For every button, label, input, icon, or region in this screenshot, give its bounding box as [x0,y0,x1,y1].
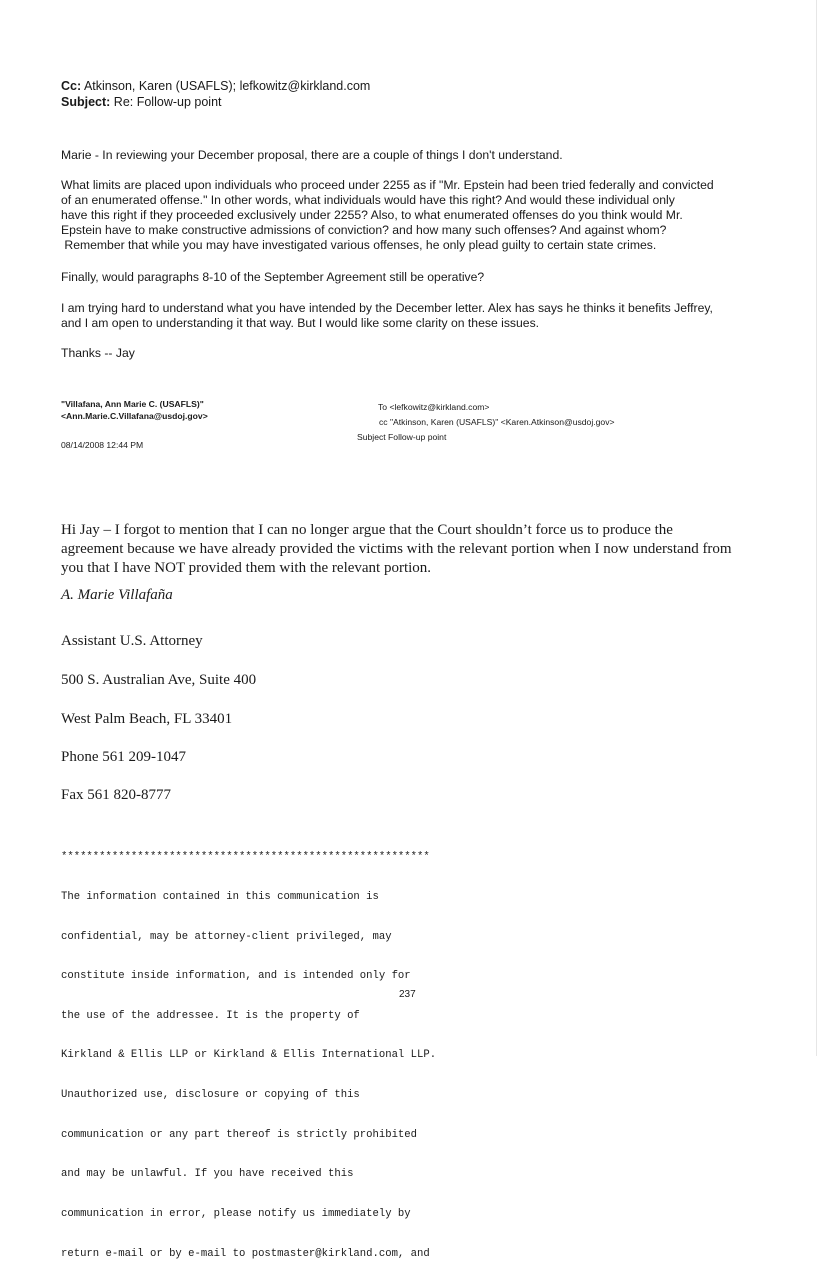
reply-paragraph-3: Finally, would paragraphs 8-10 of the September Agreement still be operative? [61,270,485,284]
disclaimer-line: The information contained in this communication is [61,891,379,904]
original-body-line: Hi Jay – I forgot to mention that I can no longer argue that the Court shouldn’t force us to produce the [61,522,673,538]
original-from-email: <Ann.Marie.C.Villafana@usdoj.gov> [61,411,208,421]
signature-fax: Fax 561 820-8777 [61,787,171,803]
subject-line [61,95,222,110]
reply-paragraph-4 [61,301,791,331]
reply-p2-line: Remember that while you may have investigated various offenses, he only plead guilty to certain state crimes. [61,238,657,252]
original-cc: cc "Atkinson, Karen (USAFLS)" <Karen.Atkinson@usdoj.gov> [379,417,615,427]
subject-value: Re: Follow-up point [113,95,222,109]
disclaimer [61,825,436,1287]
original-from-name: "Villafana, Ann Marie C. (USAFLS)" [61,399,204,409]
original-body-line: agreement because we have already provided the victims with the relevant portion when I now understand from [61,541,732,557]
subject-label: Subject: [61,95,111,109]
signature-title: Assistant U.S. Attorney [61,633,203,649]
disclaimer-line: Kirkland & Ellis LLP or Kirkland & Ellis International LLP. [61,1049,437,1062]
cc-label: Cc: [61,79,82,93]
reply-paragraph-1: Marie - In reviewing your December proposal, there are a couple of things I don't understand. [61,148,563,162]
disclaimer-line: Unauthorized use, disclosure or copying of this [61,1089,360,1102]
disclaimer-line: confidential, may be attorney-client privileged, may [61,930,392,943]
disclaimer-line: constitute inside information, and is intended only for [61,970,411,983]
disclaimer-line: communication or any part thereof is strictly prohibited [61,1128,418,1141]
reply-p2-line: of an enumerated offense." In other words, what individuals would have this right? And would these individual only [61,193,675,207]
disclaimer-stars: ********************************************************** [61,851,430,864]
page-number: 237 [399,989,416,1000]
original-body-line: you that I have NOT provided them with the relevant portion. [61,560,432,576]
reply-p2-line: What limits are placed upon individuals who proceed under 2255 as if "Mr. Epstein had been tried federally and convicted [61,178,714,192]
disclaimer-line: return e-mail or by e-mail to postmaster@kirkland.com, and [61,1247,430,1260]
reply-p4-line: I am trying hard to understand what you have intended by the December letter. Alex has says he thinks it benefits Jeffrey, [61,301,713,315]
signature-address-2: West Palm Beach, FL 33401 [61,711,233,727]
original-body [61,521,761,578]
cc-line [61,79,370,94]
original-date: 08/14/2008 12:44 PM [61,440,144,450]
cc-value: Atkinson, Karen (USAFLS); lefkowitz@kirkland.com [83,79,371,93]
disclaimer-line: and may be unlawful. If you have received this [61,1168,354,1181]
reply-closing: Thanks -- Jay [61,346,135,360]
signature-name: A. Marie Villafaña [61,587,173,603]
original-to: To <lefkowitz@kirkland.com> [378,402,490,412]
disclaimer-line: the use of the addressee. It is the property of [61,1009,360,1022]
original-from [61,398,208,422]
disclaimer-line: communication in error, please notify us immediately by [61,1207,411,1220]
reply-paragraph-2 [61,178,791,253]
reply-p2-line: have this right if they proceeded exclusively under 2255? Also, to what enumerated offenses do you think would Mr. [61,208,683,222]
original-subject: Subject Follow-up point [357,432,447,442]
reply-p4-line: and I am open to understanding it that way. But I would like some clarity on these issues. [61,316,540,330]
signature-phone: Phone 561 209-1047 [61,749,186,765]
signature-address-1: 500 S. Australian Ave, Suite 400 [61,672,257,688]
reply-p2-line: Epstein have to make constructive admissions of conviction? and how many such offenses? And against whom? [61,223,667,237]
